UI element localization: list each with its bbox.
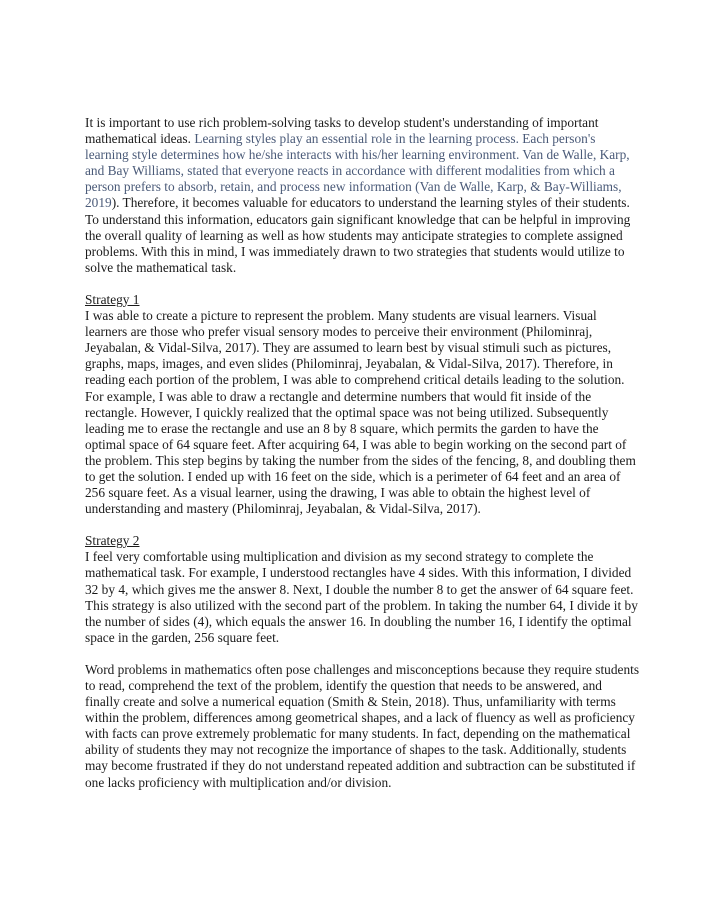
intro-paragraph [85,115,640,276]
document-body [85,115,640,791]
strategy-1-paragraph: I was able to create a picture to represent the problem. Many students are visual learners. Visual learners are those who prefer visual sensory modes to perceive their environment (Philominraj, Jeyabalan, & Vidal-Silva, 2017). They are assumed to learn best by visual stimuli such as pictures, graphs, maps, images, and even slides (Philominraj, Jeyabalan, & Vidal-Silva, 2017). Therefore, in reading each portion of the problem, I was able to comprehend critical details leading to the solution. For example, I was able to draw a rectangle and determine numbers that would fit inside of the rectangle. However, I quickly realized that the optimal space was not being utilized. Subsequently leading me to erase the rectangle and use an 8 by 8 square, which permits the garden to have the optimal space of 64 square feet. After acquiring 64, I was able to begin working on the second part of the problem. This step begins by taking the number from the sides of the fencing, 8, and doubling them to get the solution. I ended up with 16 feet on the side, which is a perimeter of 64 feet and an area of 256 square feet. As a visual learner, using the drawing, I was able to obtain the highest level of understanding and mastery (Philominraj, Jeyabalan, & Vidal-Silva, 2017). [85,308,636,517]
closing-paragraph: Word problems in mathematics often pose challenges and misconceptions because they require students to read, comprehend the text of the problem, identify the question that needs to be answered, and finally create and solve a numerical equation (Smith & Stein, 2018). Thus, unfamiliarity with terms within the problem, differences among geometrical shapes, and a lack of fluency as well as proficiency with facts can prove extremely problematic for many students. In fact, depending on the mathematical ability of students they may not recognize the importance of shapes to the task. Additionally, students may become frustrated if they do not understand repeated addition and subtraction can be substituted if one lacks proficiency with multiplication and/or division. [85,661,640,790]
strategy-1-heading: Strategy 1 [85,291,140,307]
intro-citation: Van de Walle, Karp, & Bay-Williams, 2019 [85,179,622,211]
intro-text-3: ). Therefore, it becomes valuable for educators to understand the learning styles of their students. To understand this information, educators gain significant knowledge that can be helpful in improving the overall quality of learning as well as how students may anticipate strategies to complete assigned problems. With this in mind, I was immediately drawn to two strategies that students would utilize to solve the mathematical task. [85,195,631,275]
paragraph-gap [85,517,640,533]
paragraph-gap [85,276,640,292]
intro-text-1: It is important to use rich problem-solving tasks to develop student's understanding of important mathematical ideas. [85,115,599,147]
paragraph-gap [85,646,640,662]
intro-text-2: Learning styles play an essential role in the learning process. Each person's learning style determines how he/she interacts with his/her learning environment. Van de Walle, Karp, and Bay Williams, stated that everyone reacts in accordance with different modalities from which a person prefers to absorb, retain, and process new information ( [85,131,630,195]
strategy-2-paragraph: I feel very comfortable using multiplication and division as my second strategy to complete the mathematical task. For example, I understood rectangles have 4 sides. With this information, I divided 32 by 4, which gives me the answer 8. Next, I double the number 8 to get the answer of 64 square feet. This strategy is also utilized with the second part of the problem. In taking the number 64, I divide it by the number of sides (4), which equals the answer 16. In doubling the number 16, I identify the optimal space in the garden, 256 square feet. [85,549,638,645]
strategy-2-heading: Strategy 2 [85,533,140,549]
